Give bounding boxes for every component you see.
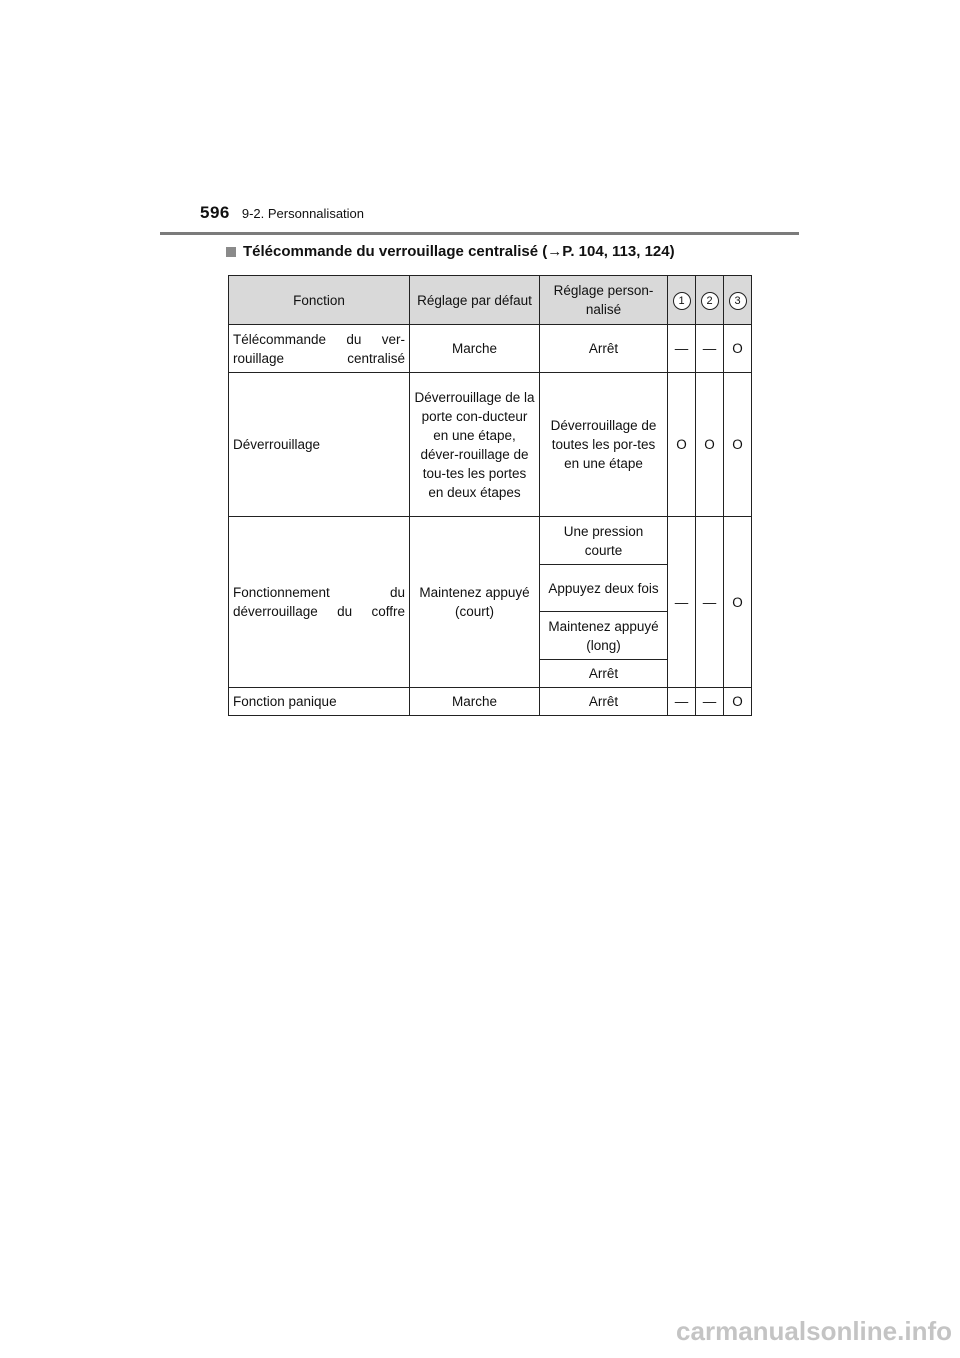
cell-custom: Déverrouillage de toutes les por-tes en une étape (540, 373, 668, 517)
table-header-row (229, 276, 752, 325)
circled-3-icon: 3 (729, 292, 747, 310)
cell-function: Fonction panique (229, 688, 410, 716)
circled-2-icon: 2 (701, 292, 719, 310)
settings-table (228, 275, 752, 716)
cell-custom-option: Une pression courte (540, 517, 668, 565)
header-mode-3 (724, 276, 752, 325)
cell-mode-1: — (668, 325, 696, 373)
cell-mode-2: — (696, 325, 724, 373)
header-mode-2 (696, 276, 724, 325)
header-rule (160, 232, 799, 235)
chapter-title: 9-2. Personnalisation (241, 206, 365, 221)
header-mode-1 (668, 276, 696, 325)
watermark-text: carmanualsonline.info (676, 1316, 952, 1346)
header-custom: Réglage person-nalisé (540, 276, 668, 325)
table-row (229, 517, 752, 565)
cell-mode-1: — (668, 517, 696, 688)
cell-function: Déverrouillage (229, 373, 410, 517)
page-number: 596 (200, 203, 230, 222)
circled-1-icon: 1 (673, 292, 691, 310)
cell-custom: Arrêt (540, 688, 668, 716)
cell-mode-3: O (724, 517, 752, 688)
cell-mode-1: — (668, 688, 696, 716)
table-row (229, 688, 752, 716)
cell-function: Fonctionnement du déverrouillage du coffre (229, 517, 410, 688)
table-row (229, 325, 752, 373)
header-function: Fonction (229, 276, 410, 325)
cell-mode-1: O (668, 373, 696, 517)
square-bullet-icon (226, 247, 236, 257)
page-header (200, 203, 364, 223)
cell-mode-2: — (696, 688, 724, 716)
cell-function: Télécommande du ver-rouillage centralisé (229, 325, 410, 373)
cell-default: Marche (410, 325, 540, 373)
cell-mode-2: O (696, 373, 724, 517)
cell-custom-option: Appuyez deux fois (540, 565, 668, 612)
table-row (229, 373, 752, 517)
cell-mode-3: O (724, 325, 752, 373)
cell-custom-option: Maintenez appuyé (long) (540, 612, 668, 660)
cell-default: Déverrouillage de la porte con-ducteur en une étape, déver-rouillage de tou-tes les portes en deux étapes (410, 373, 540, 517)
cell-default: Marche (410, 688, 540, 716)
section-heading (226, 243, 675, 260)
cell-mode-2: — (696, 517, 724, 688)
cell-custom-option: Arrêt (540, 660, 668, 688)
cell-mode-3: O (724, 688, 752, 716)
header-default: Réglage par défaut (410, 276, 540, 325)
section-title: Télécommande du verrouillage centralisé (→P. 104, 113, 124) (243, 243, 675, 260)
cell-custom: Arrêt (540, 325, 668, 373)
cell-default: Maintenez appuyé (court) (410, 517, 540, 688)
cell-mode-3: O (724, 373, 752, 517)
